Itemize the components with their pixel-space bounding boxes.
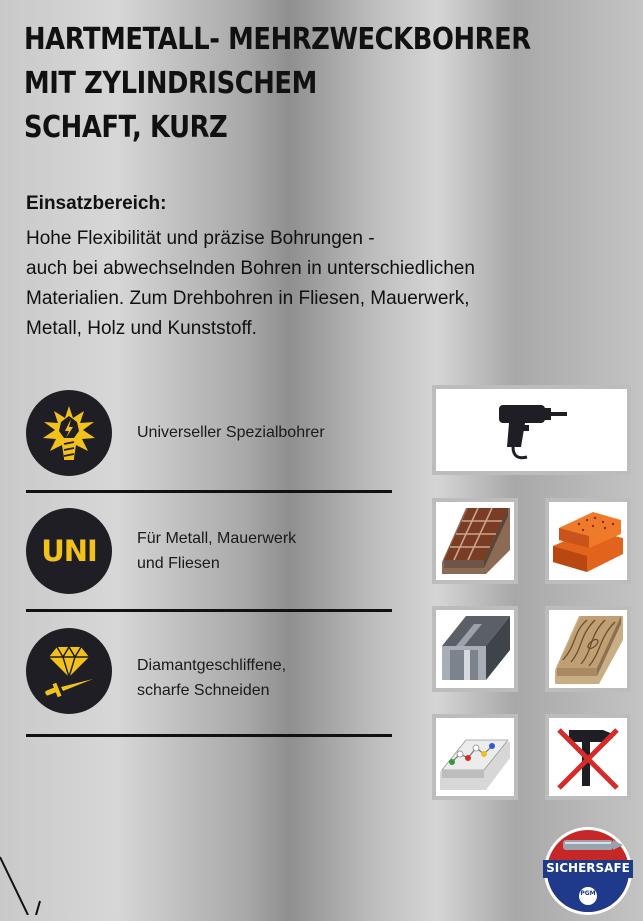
application-line-4: Metall, Holz und Kunststoff. xyxy=(26,318,257,339)
feature-diamond xyxy=(26,628,392,714)
feature-diamond-text xyxy=(137,653,286,703)
title-line-1: HARTMETALL- MEHRZWECKBOHRER xyxy=(24,22,531,57)
application-label: Einsatzbereich: xyxy=(26,193,167,214)
no-hammer-icon xyxy=(545,714,631,800)
corner-decoration xyxy=(0,855,50,915)
feature-universal-text xyxy=(137,420,325,445)
tiles-icon xyxy=(432,498,518,584)
application-line-1: Hohe Flexibilität und präzise Bohrungen - xyxy=(26,228,375,249)
bricks-icon xyxy=(545,498,631,584)
application-line-2: auch bei abwechselnden Bohren in unterschiedlichen xyxy=(26,258,475,279)
uni-icon xyxy=(26,508,112,594)
page-title xyxy=(24,18,531,150)
plastic-icon xyxy=(432,714,518,800)
seal-label: SICHERSAFE xyxy=(546,861,630,875)
feature-diamond-line-2: scharfe Schneiden xyxy=(137,682,270,699)
feature-divider-1 xyxy=(26,490,392,493)
feature-uni-line-2: und Fliesen xyxy=(137,555,220,572)
wood-icon xyxy=(545,606,631,692)
feature-uni-text xyxy=(137,526,296,576)
feature-uni xyxy=(26,508,392,594)
diamond-sword-icon xyxy=(26,628,112,714)
metal-profile-icon xyxy=(432,606,518,692)
feature-divider-2 xyxy=(26,609,392,612)
feature-divider-3 xyxy=(26,734,392,737)
application-description xyxy=(26,224,586,344)
drill-machine-icon xyxy=(432,385,631,475)
feature-uni-line-1: Für Metall, Mauerwerk xyxy=(137,530,297,547)
feature-universal-line-1: Universeller Spezialbohrer xyxy=(137,424,325,441)
title-line-2: MIT ZYLINDRISCHEM xyxy=(24,66,317,101)
feature-diamond-line-1: Diamantgeschliffene, xyxy=(137,657,287,674)
application-line-3: Materialien. Zum Drehbohren in Fliesen, Mauerwerk, xyxy=(26,288,470,309)
feature-universal xyxy=(26,390,392,476)
universal-drill-icon xyxy=(26,390,112,476)
uni-badge-text: UNI xyxy=(41,534,97,568)
seal-sub-label: PGM xyxy=(580,890,596,897)
title-line-3: SCHAFT, KURZ xyxy=(24,110,228,145)
sichersafe-seal xyxy=(543,826,633,916)
